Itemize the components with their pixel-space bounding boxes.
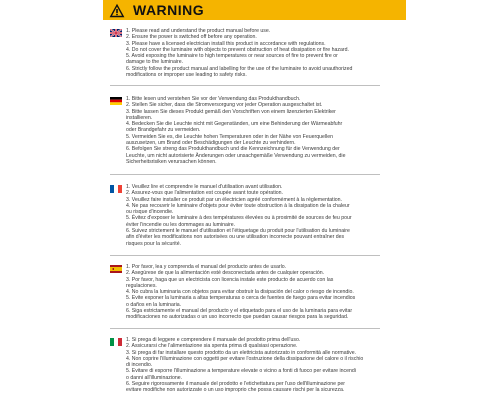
german-flag-icon bbox=[110, 97, 122, 105]
text-line: 6. Suivez strictement le manuel d'utilisation et l'étiquetage du produit pour l'utilisation du luminaire bbox=[126, 228, 350, 235]
text-line: 5. Avoid exposing the luminaire to high temperatures or near sources of fire to prevent fire or bbox=[126, 53, 338, 60]
text-line: 2. Assurez-vous que l'alimentation est coupée avant toute opération. bbox=[126, 190, 284, 197]
text-line: 3. Bitte lassen Sie dieses Produkt gemäß den Vorschriften von einem lizenzierten Elektriker bbox=[126, 108, 336, 115]
text-line: 1. Si prega di leggere e comprendere il manuale del prodotto prima dell'uso. bbox=[126, 337, 301, 343]
text-line: 3. Si prega di far installare questo prodotto da un elettricista autorizzato in conformità alle normative. bbox=[126, 349, 357, 356]
text-line: 5. Évitez d'exposer le luminaire à des températures élevées ou à proximité de sources de feu pour bbox=[126, 215, 352, 222]
section-divider bbox=[110, 255, 380, 256]
text-line: 5. Evitare di esporre l'illuminazione a temperature elevate o vicino a fonti di fuoco per evitare incendi bbox=[126, 368, 356, 375]
text-line: damage to the luminaire. bbox=[126, 59, 184, 66]
text-line: 2. Stellen Sie sicher, dass die Stromversorgung vor jeder Operation ausgeschaltet ist. bbox=[126, 102, 323, 109]
text-line: 5. Vermeiden Sie es, die Leuchte hohen Temperaturen oder in der Nähe von Feuerquellen bbox=[126, 133, 333, 140]
text-line: 1. Bitte lesen und verstehen Sie vor der Verwendung das Produkthandbuch. bbox=[126, 96, 301, 102]
section-divider bbox=[110, 85, 380, 86]
text-line: 1. Veuillez lire et comprendre le manuel d'utilisation avant utilisation. bbox=[126, 184, 283, 190]
warning-banner bbox=[103, 0, 406, 20]
text-line: 4. Non coprire l'illuminazione con oggetti per evitare l'ostruzione della dissipazione del calore o il rischio bbox=[126, 355, 364, 362]
text-line: 6. Siga estrictamente el manual del producto y el etiquetado para el uso de la luminaria para evitar bbox=[126, 308, 353, 315]
text-line: 5. Evite exponer la luminaria a altas temperaturas o cerca de fuentes de fuego para evitar incendios bbox=[126, 295, 356, 302]
text-line: o daños en la luminaria. bbox=[126, 301, 182, 308]
text-line: 1. Por favor, lea y comprenda el manual del producto antes de usarlo. bbox=[126, 264, 287, 270]
spanish-flag-icon bbox=[110, 265, 122, 273]
text-line: 6. Seguire rigorosamente il manuale del prodotto e l'etichettatura per l'uso dell'illuminazione per bbox=[126, 381, 345, 388]
text-line: 3. Veuillez faire installer ce produit par un électricien agréé conformément à la réglementation. bbox=[126, 196, 342, 203]
text-line: afin d'éviter les modifications non autorisées ou une utilisation incorrecte pouvant entraîner des bbox=[126, 234, 345, 241]
text-line: o danni all'illuminazione. bbox=[126, 374, 183, 381]
section-divider bbox=[110, 174, 380, 175]
uk-flag-icon bbox=[110, 29, 122, 37]
section-divider bbox=[110, 328, 380, 329]
text-line: auszusetzen, um Brand oder Beschädigungen der Leuchte zu verhindern. bbox=[126, 140, 296, 147]
text-line: 6. Strictly follow the product manual and labelling for the use of the luminaire to avoid unauthorized bbox=[126, 65, 353, 72]
french-flag-icon bbox=[110, 185, 122, 193]
text-line: installieren. bbox=[126, 114, 153, 121]
text-line: 4. Bedecken Sie die Leuchte nicht mit Gegenständen, um eine Behinderung der Wärmeabfuhr bbox=[126, 121, 343, 128]
page-title: WARNING bbox=[133, 2, 205, 18]
text-line: risques pour la sécurité. bbox=[126, 240, 182, 247]
text-line: 3. Please have a licensed electrician install this product in accordance with regulations. bbox=[126, 40, 326, 47]
warning-triangle-icon bbox=[109, 3, 125, 18]
text-line: di incendio. bbox=[126, 362, 153, 369]
text-line: evitare modifiche non autorizzate o un uso improprio che possa causare rischi per la sicurezza. bbox=[126, 387, 345, 394]
text-line: 2. Ensure the power is switched off before any operation. bbox=[126, 34, 257, 41]
text-line: modificaciones no autorizadas o un uso incorrecto que puedan causar riesgos para la seguridad. bbox=[126, 314, 349, 321]
text-line: Leuchte, um nicht autorisierte Änderungen oder unsachgemäße Verwendung zu vermeiden, die bbox=[126, 152, 346, 159]
text-line: ou risque d'incendie. bbox=[126, 209, 174, 216]
text-line: éviter l'incendie ou les dommages au luminaire. bbox=[126, 221, 236, 228]
text-line: 2. Asegúrese de que la alimentación esté desconectada antes de cualquier operación. bbox=[126, 270, 325, 277]
text-line: 6. Befolgen Sie streng das Produkthandbuch und die Kennzeichnung für die Verwendung der bbox=[126, 146, 340, 153]
italian-flag-icon bbox=[110, 338, 122, 346]
text-line: 4. Do not cover the luminaire with objects to prevent obstruction of heat dissipation or fire hazard. bbox=[126, 46, 349, 53]
text-line: oder Brandgefahr zu vermeiden. bbox=[126, 127, 201, 134]
text-line: 3. Por favor, haga que un electricista con licencia instale este producto de acuerdo con las bbox=[126, 276, 334, 283]
text-line: Sicherheitsrisiken verursachen können. bbox=[126, 158, 217, 165]
text-line: 1. Please read and understand the product manual before use. bbox=[126, 28, 271, 34]
text-line: regulaciones. bbox=[126, 282, 157, 289]
text-line: 2. Assicurarsi che l'alimentazione sia spenta prima di qualsiasi operazione. bbox=[126, 343, 298, 350]
text-line: modifications or improper use leading to safety risks. bbox=[126, 72, 247, 79]
text-line: 4. Ne pas recouvrir le luminaire d'objets pour éviter toute obstruction à la dissipation de la chaleur bbox=[126, 202, 350, 209]
text-line: 4. No cubra la luminaria con objetos para evitar obstruir la disipación del calor o riesgo de incendio. bbox=[126, 289, 354, 296]
